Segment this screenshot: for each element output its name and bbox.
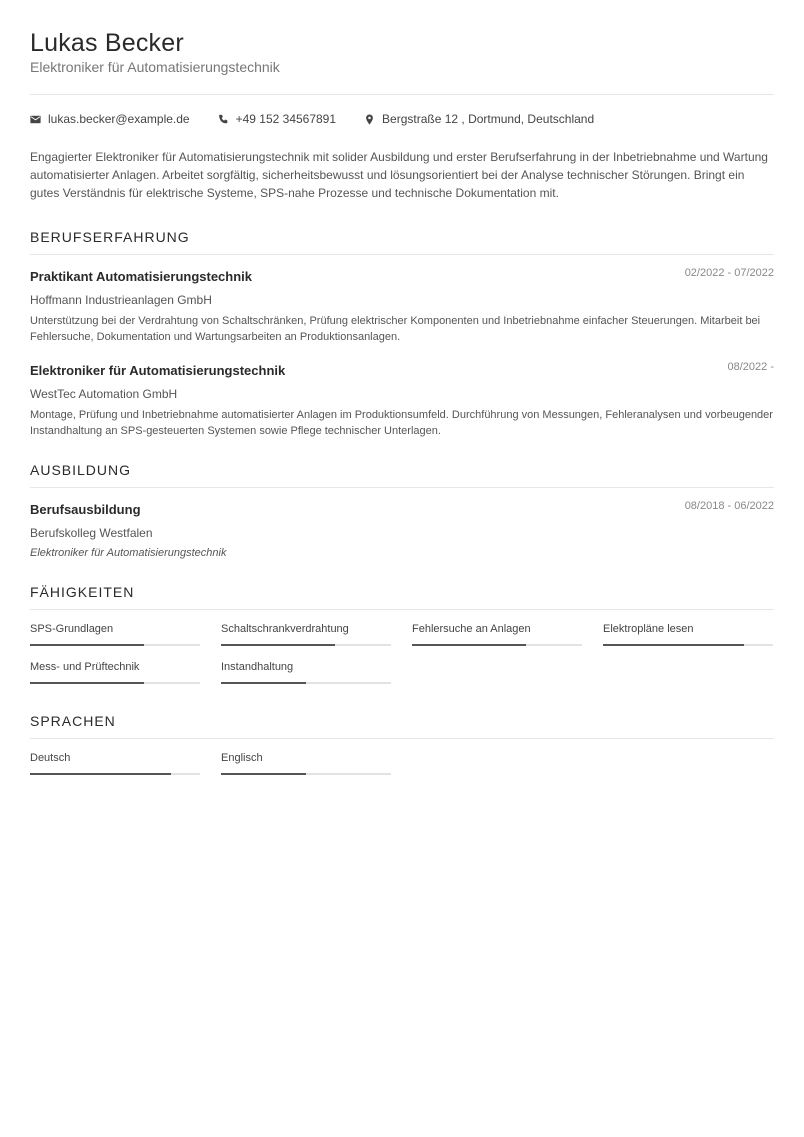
skill-level-bar <box>412 644 582 646</box>
skill-item <box>221 622 391 646</box>
experience-heading: BERUFSERFAHRUNG <box>30 229 190 245</box>
section-divider <box>30 254 774 255</box>
language-name: Englisch <box>221 752 263 764</box>
skill-name: Fehlersuche an Anlagen <box>412 623 531 635</box>
skill-name: Elektropläne lesen <box>603 623 694 635</box>
email-text: lukas.becker@example.de <box>48 112 190 126</box>
skill-name: Instandhaltung <box>221 661 294 673</box>
language-level-fill <box>221 773 306 775</box>
skill-level-bar <box>221 644 391 646</box>
skills-heading: FÄHIGKEITEN <box>30 584 135 600</box>
company-name: Hoffmann Industrieanlagen GmbH <box>30 293 212 307</box>
languages-list <box>30 751 774 775</box>
skill-level-fill <box>30 682 144 684</box>
skill-level-fill <box>603 644 744 646</box>
section-divider <box>30 738 774 739</box>
position-title: Praktikant Automatisierungstechnik <box>30 269 253 284</box>
skill-name: Mess- und Prüftechnik <box>30 661 140 673</box>
language-item <box>221 751 391 775</box>
degree-detail: Elektroniker für Automatisierungstechnik <box>30 547 227 559</box>
skill-level-fill <box>412 644 526 646</box>
address-text: Bergstraße 12 , Dortmund, Deutschland <box>382 112 595 126</box>
language-level-bar <box>221 773 391 775</box>
skill-item <box>412 622 582 646</box>
skill-level-bar <box>603 644 773 646</box>
position-title: Elektroniker für Automatisierungstechnik <box>30 363 286 378</box>
skill-item <box>603 622 773 646</box>
skill-level-bar <box>221 682 391 684</box>
contact-phone[interactable] <box>218 112 336 126</box>
section-divider <box>30 609 774 610</box>
experience-entry <box>30 363 774 439</box>
skill-item <box>221 660 391 684</box>
candidate-name: Lukas Becker <box>30 29 184 57</box>
skill-item <box>30 622 200 646</box>
education-heading: AUSBILDUNG <box>30 462 132 478</box>
date-range: 02/2022 - 07/2022 <box>684 267 774 279</box>
contact-row <box>30 112 774 126</box>
header-divider <box>30 94 774 95</box>
skill-name: SPS-Grundlagen <box>30 623 114 635</box>
language-level-bar <box>30 773 200 775</box>
contact-address <box>364 112 594 126</box>
phone-text: +49 152 34567891 <box>235 112 337 126</box>
skill-level-fill <box>221 682 306 684</box>
language-item <box>30 751 200 775</box>
section-divider <box>30 487 774 488</box>
company-name: WestTec Automation GmbH <box>30 387 178 401</box>
skill-level-bar <box>30 682 200 684</box>
languages-heading: SPRACHEN <box>30 713 116 729</box>
skill-level-bar <box>30 644 200 646</box>
experience-entry <box>30 269 774 345</box>
position-description: Montage, Prüfung und Inbetriebnahme automatisierter Anlagen im Produktionsumfeld. Durchführung von Messungen, Fehleranalysen und vorbeugender Instandhaltung an SPS-gesteuerten Systemen sowie Pflege technischer Unterlagen. <box>30 409 773 437</box>
job-title: Elektroniker für Automatisierungstechnik <box>30 59 280 75</box>
language-name: Deutsch <box>30 752 71 764</box>
contact-email[interactable] <box>30 112 190 126</box>
education-entry <box>30 502 774 561</box>
skill-level-fill <box>221 644 335 646</box>
degree-title: Berufsausbildung <box>30 502 141 517</box>
date-range: 08/2022 - <box>727 361 774 373</box>
language-level-fill <box>30 773 171 775</box>
profile-summary: Engagierter Elektroniker für Automatisierungstechnik mit solider Ausbildung und erster Berufserfahrung in der Inbetriebnahme und Wartung automatisierter Anlagen. Arbeitet sorgfältig, sicherheitsbewusst und lösungsorientiert bei der Analyse technischer Störungen. Bringt ein gutes Verständnis für elektrische Systeme, SPS-nahe Prozesse und technische Dokumentation mit. <box>30 150 768 200</box>
skill-level-fill <box>30 644 144 646</box>
skill-item <box>30 660 200 684</box>
skills-list <box>30 622 774 684</box>
position-description: Unterstützung bei der Verdrahtung von Schaltschränken, Prüfung elektrischer Komponenten und Inbetriebnahme einfacher Steuerungen. Mitarbeit bei Fehlersuche, Dokumentation und Wartungsarbeiten an Produktionsanlagen. <box>30 315 761 343</box>
date-range: 08/2018 - 06/2022 <box>684 500 774 512</box>
location-pin-icon <box>364 114 375 125</box>
skill-name: Schaltschrankverdrahtung <box>221 623 349 635</box>
school-name: Berufskolleg Westfalen <box>30 526 153 540</box>
mail-icon <box>30 114 41 125</box>
phone-icon <box>218 114 229 125</box>
